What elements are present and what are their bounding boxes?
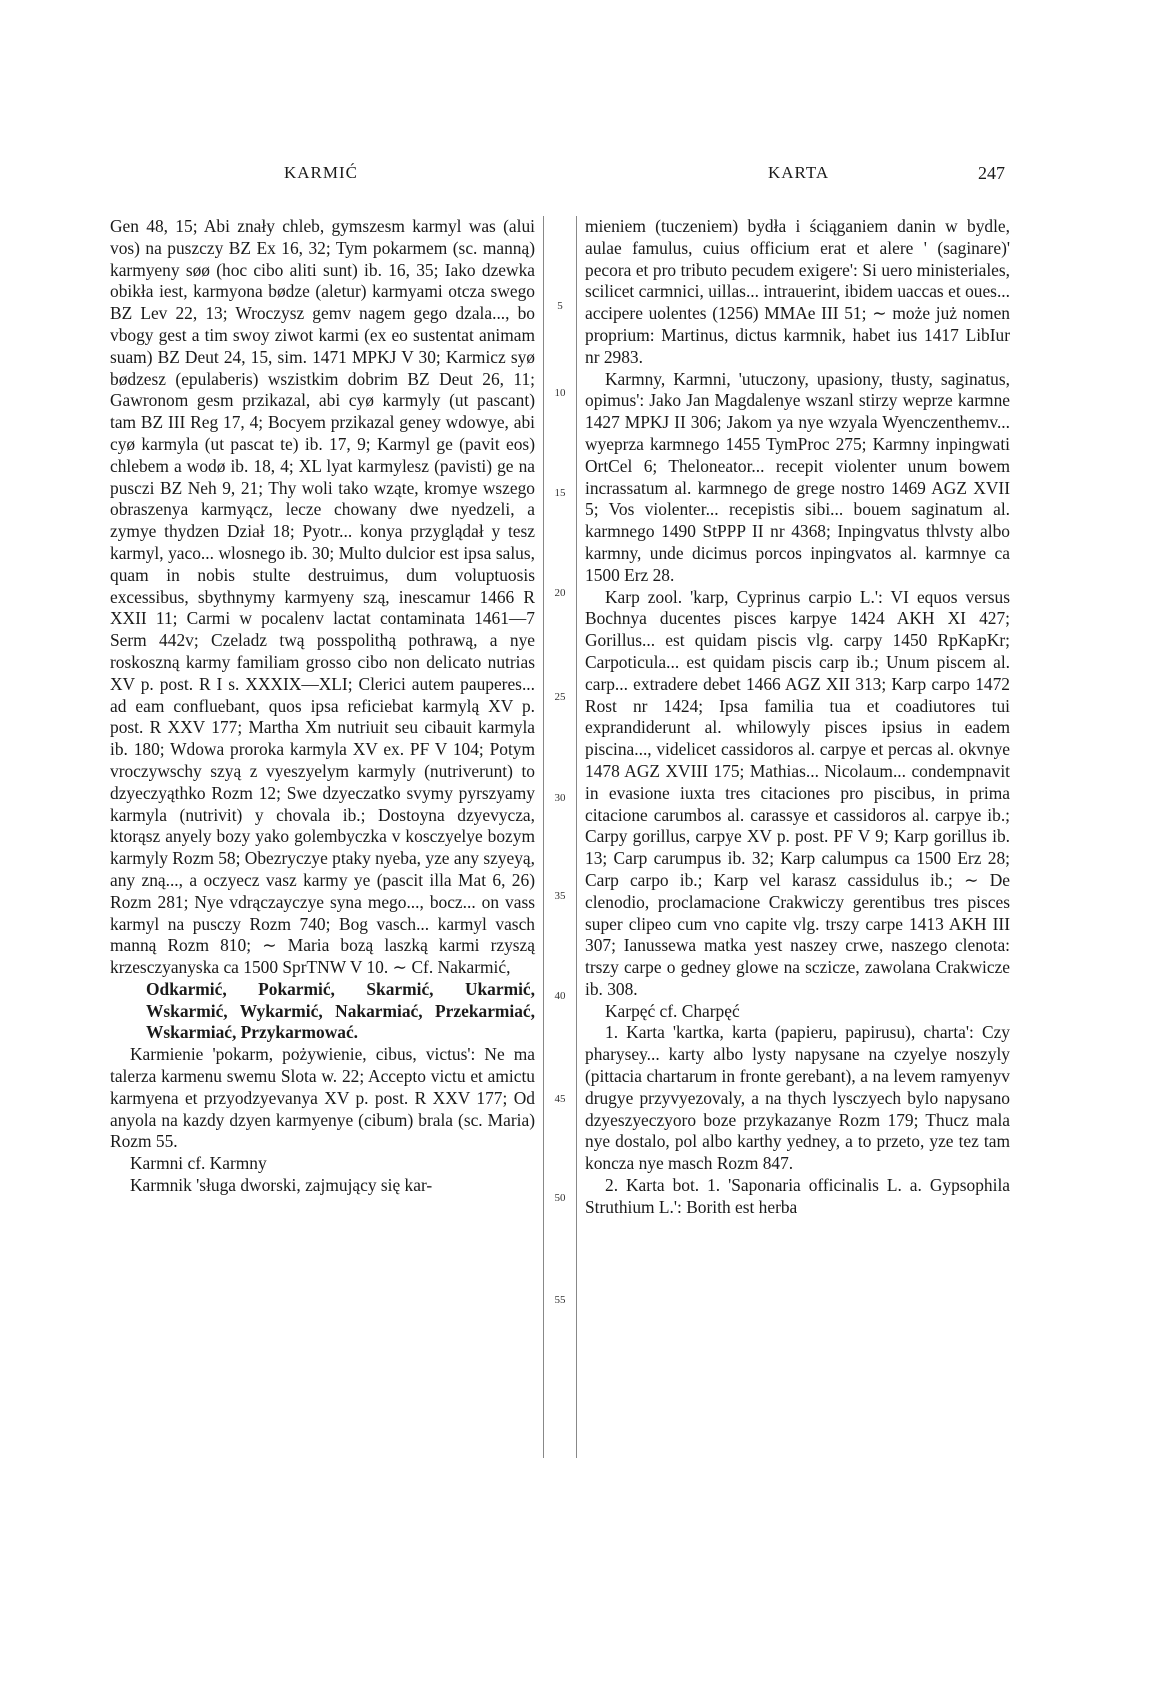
left-column [110, 216, 535, 1197]
header-left-headword: KARMIĆ [284, 163, 359, 182]
entry-karmny: Karmny, Karmni, 'utuczony, upasiony, tłusty, saginatus, opimus': Jako Jan Magdalenye wszanl stirzy weprze karmne 1427 MPKJ II 306; Jakom ya nye wzyala Wyenczenthemv... wyeprza karmnego 1455 TymProc 275; Karmny inpingwati OrtCel 6; Theloneator... recepit violenter unum bowem incrassatum al. karmnego de grege nostro 1469 AGZ XVII 5; Vos violenter... recepistis sibi... bouem saginatum al. karmnego 1490 StPPP II nr 4368; Inpingvatus thlvsty albo karmny, unde dicimus porcos inpingvatos al. karmnye ca 1500 Erz 28. [585, 368, 1010, 585]
entry-karmni: Karmni cf. Karmny [130, 1153, 267, 1174]
column-divider-left [543, 216, 544, 1458]
line-number: 45 [554, 1093, 566, 1105]
entry-karmienie: Karmienie 'pokarm, pożywienie, cibus, victus': Ne ma talerza karmenu swemu Slota w. 22; Accepto victu et amictu karmyena et przyodzyevanya XV p. post. R XXV 177; Od anyola na kazdy dzyen karmyenye (cibum) brala (sc. Maria) Rozm 55. [110, 1044, 535, 1152]
entry-continuation-karmnik: mieniem (tuczeniem) bydła i ściąganiem danin w bydle, aulae famulus, cuius officium erat et alere ' (saginare)' pecora et pro tributo pecudem exigere': Si uero ministeriales, scilicet carmnici, uillas... intrauerint, ibidem uaccas et oues... accipere uolentes (1256) MMAe III 51; ∼ może już nomen proprium: Martinus, dictus karmnik, habet ius 1417 LibIur nr 2983. [585, 216, 1010, 367]
line-number: 50 [554, 1192, 566, 1204]
line-number: 30 [554, 792, 566, 804]
line-number: 25 [554, 691, 566, 703]
line-number: 55 [554, 1294, 566, 1306]
header-right-headword: KARTA [768, 163, 830, 182]
entry-karmnik: Karmnik 'sługa dworski, zajmujący się kar- [130, 1175, 433, 1196]
running-header [0, 163, 1159, 187]
column-divider-right [576, 216, 577, 1458]
entry-karp: Karp zool. 'karp, Cyprinus carpio L.': VI equos versus Bochnya ducentes pisces karpye 1424 AKH XI 427; Gorillus... est quidam piscis vlg. carpy 1450 RpKapKr; Carpoticula... est quidam piscis carp ib.; Unum piscem al. carp... extradere debet 1466 AGZ XII 313; Karp carpo 1472 Rost nr 1424; Ipsa familia tua et coadiutores tui exprandiderunt al. whilowyly pisces ipsius in eadem piscina..., videlicet cassidoros al. carpye et percas al. okvnye 1478 AGZ XVIII 175; Mathias... Nicolaum... condempnavit in evasione iuxta tres citaciones pro piscibus, in prima citacione carumbos al. carassye et cassidoros al. carpye ib.; Carpy gorillus, carpye XV p. post. PF V 9; Karp gorillus ib. 13; Carp carumpus ib. 32; Karp calumpus ca 1500 Erz 28; Carp carpo ib.; Karp vel karasz cassidulus ib.; ∼ De clenodio, proclamacione Crakwiczy gerentibus tres pisces super clipeo cum vno capite vlg. trszy carpe 1413 AKH III 307; Ianussewa matka yest naszey crwe, naszego clenota: trszy carpe o gedney glowe na sczicze, zawolana Crakwicze ib. 308. [585, 586, 1010, 999]
line-number: 20 [554, 587, 566, 599]
entry-karta-1: 1. Karta 'kartka, karta (papieru, papirusu), charta': Czy pharysey... karty albo lysty napysane na czyelye noszyly (pittacia chartarum in fronte gerebant), a na levem ramyenyv drugye przyvyezovaly, a na thych lysczyech bylo napysano dzyeszyeczyoro boze przykazanye Rozm 179; Thucz mala nye dostalo, pol albo karthy yedney, a to przeto, yze tez tam koncza nye masch Rozm 847. [585, 1022, 1010, 1174]
entry-continuation-karmic: Gen 48, 15; Abi znały chleb, gymszesm karmyl was (alui vos) na puszczy BZ Ex 16, 32; Tym pokarmem (sc. manną) karmyeny søø (hoc cibo aliti sunt) ib. 16, 35; Iako dzewka obikła iest, karmyona bødze (aletur) karmyami otcza swego BZ Lev 22, 13; Wroczysz gemv nagem gego dzala..., bo vbogy gest a tim swoy ziwot karmi (ex eo sustentat animam suam) BZ Deut 24, 15, sim. 1471 MPKJ V 30; Karmicz syø bødzesz (epulaberis) wszistkim dobrim BZ Deut 26, 11; Gawronom gesm przikazal, abi cyø karmyly (ut pascant) tam BZ III Reg 17, 4; Bocyem przikazal geney wdowye, abi cyø karmyla (ut pascat te) ib. 17, 9; Karmyl ge (pavit eos) chlebem a wodø ib. 18, 4; XL lyat karmylesz (pavisti) ge na pusczi BZ Neh 9, 21; Thy woli tako wząte, kromye wszego obraszenya karmyącz, lecze chowany dwe nyedzeli, a zymye thydzen Dział 18; Pyotr... konya przyglądał y tesz karmyl, yaco... wlosnego ib. 30; Multo dulcior est ipsa salus, quam in nobis stulte destruimus, dum voluptuosis excessibus, sbythnymy karmyeny szą, inescamur 1466 R XXII 11; Carmi w pocalenv lactat contaminata 1461—7 Serm 442v; Czeladz twą posspolithą pothrawą, a nye roskoszną karmy familiam grosso cibo non delicato nutrias XV p. post. R I s. XXXIX—XLI; Clerici autem pauperes... ad eam confluebant, quos ipsa reficiebat karmylą XV p. post. R XXV 177; Martha Xm nutriuit seu cibauit karmyla ib. 180; Wdowa proroka karmyla XV ex. PF V 104; Potym vroczywschy szyą z vyeszyelym karmyly (nutriverunt) to dzyeczyąthko Rozm 12; Swe dzyeczatko svymy pyrszyamy karmyla (nutrivit) y chovala ib.; Dostoyna dzyevycza, ktorąsz anyely bozy yako golembyczka v kosczyelye bozym karmyly Rozm 58; Obezryczye ptaky nyeba, yze any szyeyą, any zną..., a oczyecz vasz karmy ye (pascit illa Mat 6, 26) Rozm 281; Nye vdrączayczye syna mego..., bocz... on vass karmyl na pusczy Rozm 740; Bog vasch... karmyl vasch manną Rozm 810; ∼ Maria bozą laszką karmi rzyszą krzesczyanyska ca 1500 SprTNW V 10. ∼ Cf. Nakarmić, [110, 216, 535, 978]
page-number: 247 [978, 163, 1005, 183]
line-number: 5 [557, 300, 563, 312]
cross-references-karmic: Odkarmić, Pokarmić, Skarmić, Ukarmić, Wskarmić, Wykarmić, Nakarmiać, Przekarmiać, Wskarmiać, Przykarmować. [146, 978, 535, 1043]
line-number: 15 [554, 487, 566, 499]
line-number: 40 [554, 990, 566, 1002]
entry-karpec: Karpęć cf. Charpęć [605, 1000, 740, 1021]
line-number: 35 [554, 890, 566, 902]
right-column [585, 216, 1010, 1219]
line-number: 10 [554, 387, 566, 399]
entry-karta-2: 2. Karta bot. 1. 'Saponaria officinalis L. a. Gypsophila Struthium L.': Borith est herba [585, 1175, 1010, 1217]
